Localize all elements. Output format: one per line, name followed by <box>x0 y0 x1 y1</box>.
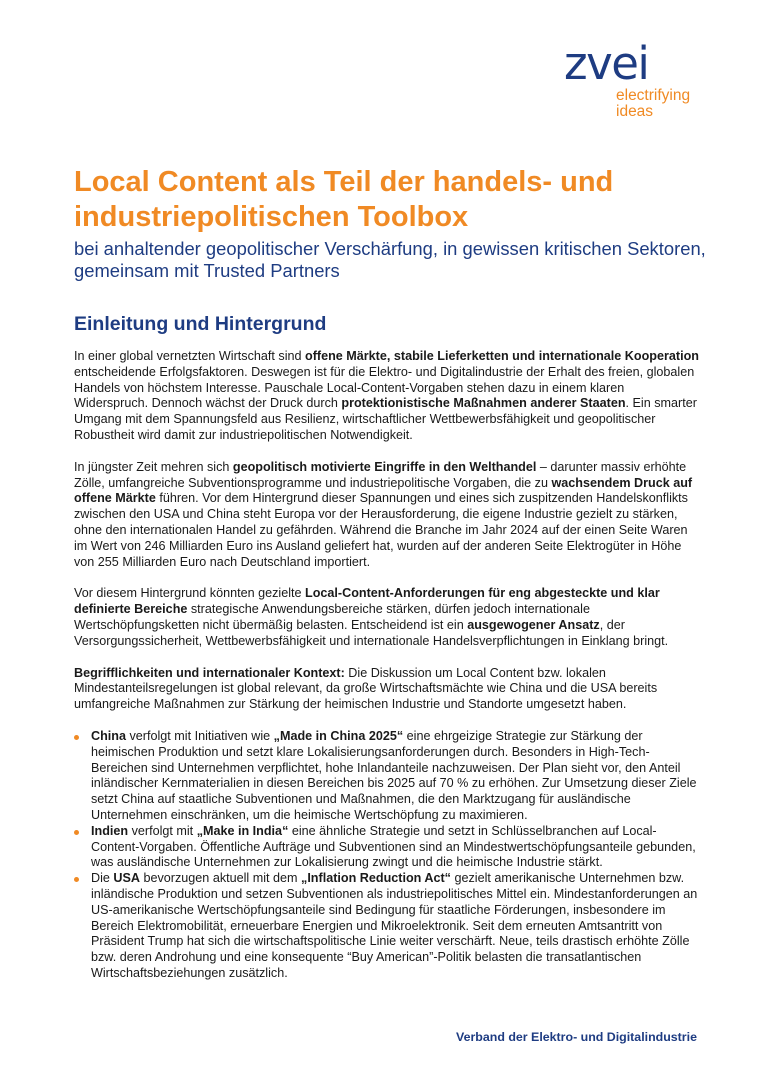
text-run: eine ehrgeizige Strategie zur Stärkung der heimischen Produktion und setzt klare Lokalisierungsanforderungen durch. Besonders in High-Tech-Bereichen sind Unternehmen verpflichtet, hohe Inlandanteile nachzuweisen. Der Plan sieht vor, den Anteil inländischer Kernmaterialien in diesen Bereichen bis 2025 auf 70 % zu erhöhen. Zur Umsetzung dieser Ziele setzt China auf staatliche Subventionen und Maßnahmen, die den Marktzugang für ausländische Unternehmen einschränken, um die heimische Wertschöpfung zu maximieren. <box>91 728 697 822</box>
program-name: „Inflation Reduction Act“ <box>301 871 451 886</box>
text-emphasis: Begrifflichkeiten und internationaler Kontext: <box>74 665 345 680</box>
text-run: gezielt amerikanische Unternehmen bzw. inländische Produktion und setzen Subventionen als industriepolitisches Mittel ein. Mindestanforderungen an US-amerikanische Wertschöpfungsanteile sind Bedingung für staatliche Förderungen, insbesondere im Bereich Elektromobilität, erneuerbare Energien und Mikroelektronik. Seit dem erneuten Amtsantritt von Präsident Trump hat sich die wirtschaftspolitische Linie weiter verschärft. Neue, teils drastisch erhöhte Zölle bzw. deren Androhung und eine konsequente “Buy American”-Politik belasten die transatlantischen Wirtschaftsbeziehungen zusätzlich. <box>91 871 698 980</box>
text-run: bevorzugen aktuell mit dem <box>140 871 302 886</box>
text-run: Die Diskussion um Local Content bzw. lokalen Mindestanteilsregelungen ist global relevant, da große Wirtschaftsmächte wie China und die USA bereits umfangreiche Maßnahmen zur Stärkung der heimischen Industrie und Standorte umgesetzt haben. <box>74 665 658 712</box>
text-emphasis: offene Märkte, stabile Lieferketten und internationale Kooperation <box>305 349 699 363</box>
text-run: . Ein smarter Umgang mit dem Spannungsfeld aus Resilienz, wirtschaftlicher Wettbewerbsfähigkeit und geopolitischer Robustheit wird damit zur industriepolitischen Notwendigkeit. <box>74 396 697 442</box>
text-emphasis: Local-Content-Anforderungen für eng abgesteckte und klar definierte Bereiche <box>74 586 660 617</box>
program-name: „Make in India“ <box>196 823 289 838</box>
country-list <box>74 729 700 982</box>
text-run: verfolgt mit Initiativen wie <box>125 728 274 743</box>
country-name: USA <box>113 871 140 886</box>
text-run: , der Versorgungssicherheit, Wettbewerbsfähigkeit und internationale Handelsverpflichtungen in Einklang bringt. <box>74 617 669 648</box>
bullet-icon <box>74 735 79 740</box>
list-item-usa <box>74 871 700 982</box>
text-emphasis: protektionistische Maßnahmen anderer Staaten <box>341 396 626 411</box>
text-emphasis: ausgewogener Ansatz <box>467 617 600 632</box>
paragraph-intro <box>74 349 700 444</box>
list-item-india <box>74 824 700 871</box>
country-name: China <box>91 728 126 743</box>
paragraph-local-content <box>74 586 700 649</box>
text-run: Vor diesem Hintergrund könnten gezielte <box>74 586 306 601</box>
text-run: führen. Vor dem Hintergrund dieser Spannungen und eines sich zuspitzenden Handelskonflikts zwischen den USA und China steht Europa vor der Herausforderung, die eigene Industrie gezielt zu stärken, ohne den internationalen Handel zu gefährden. Während die Branche im Jahr 2024 auf der einen Seite Waren im Wert von 246 Milliarden Euro ins Ausland geliefert hat, wurden auf der anderen Seite Elektrogüter in Höhe von 255 Milliarden Euro nach Deutschland importiert. <box>74 491 688 569</box>
bullet-icon <box>74 830 79 835</box>
program-name: „Made in China 2025“ <box>273 728 404 743</box>
country-name: Indien <box>91 823 129 838</box>
text-run: In jüngster Zeit mehren sich <box>74 459 233 474</box>
logo-tagline-1: electrifying <box>616 87 691 104</box>
paragraph-context <box>74 666 700 713</box>
text-run: eine ähnliche Strategie und setzt in Schlüsselbranchen auf Local-Content-Vorgaben. Öffentliche Aufträge und Subventionen sind an Mindestwertschöpfungsanteile gebunden, was ausländische Unternehmen zur Lokalisierung zwingt und die heimische Industrie stärkt. <box>91 823 696 870</box>
body-text <box>74 349 700 982</box>
paragraph-geopolitics <box>74 460 700 571</box>
bullet-icon <box>74 877 79 882</box>
text-run: – darunter massiv erhöhte Zölle, umfangreiche Subventionsprogramme und industriepolitische Vorgaben, die zu <box>74 459 687 490</box>
text-emphasis: wachsendem Druck auf offene Märkte <box>74 475 693 506</box>
text-run: strategische Anwendungsbereiche stärken, dürfen jedoch internationale Wertschöpfungsketten nicht übermäßig belasten. Entscheidend ist ein <box>74 602 590 632</box>
text-run: verfolgt mit <box>128 823 197 838</box>
section-heading: Einleitung und Hintergrund <box>74 313 327 335</box>
text-emphasis: geopolitisch motivierte Eingriffe in den Welthandel <box>232 459 537 474</box>
text-run: Die <box>91 871 114 886</box>
logo-wordmark: zvei <box>564 37 649 90</box>
text-run: In einer global vernetzten Wirtschaft sind <box>74 349 305 363</box>
logo-tagline-2: ideas <box>616 103 654 120</box>
text-run: entscheidende Erfolgsfaktoren. Deswegen ist für die Elektro- und Digitalindustrie der Erhalt des freien, globalen Handels von höchstem Interesse. Pauschale Local-Content-Vorgaben stehen dazu in einem klaren Widerspruch. Dennoch wächst der Druck durch <box>74 364 695 411</box>
zvei-logo <box>560 37 691 120</box>
document-title: Local Content als Teil der handels- und industriepolitischen Toolbox <box>74 166 614 233</box>
list-item-china <box>74 729 700 824</box>
footer-organization: Verband der Elektro- und Digitalindustrie <box>456 1030 697 1044</box>
document-subtitle: bei anhaltender geopolitischer Verschärfung, in gewissen kritischen Sektoren, gemeinsam mit Trusted Partners <box>74 238 706 281</box>
